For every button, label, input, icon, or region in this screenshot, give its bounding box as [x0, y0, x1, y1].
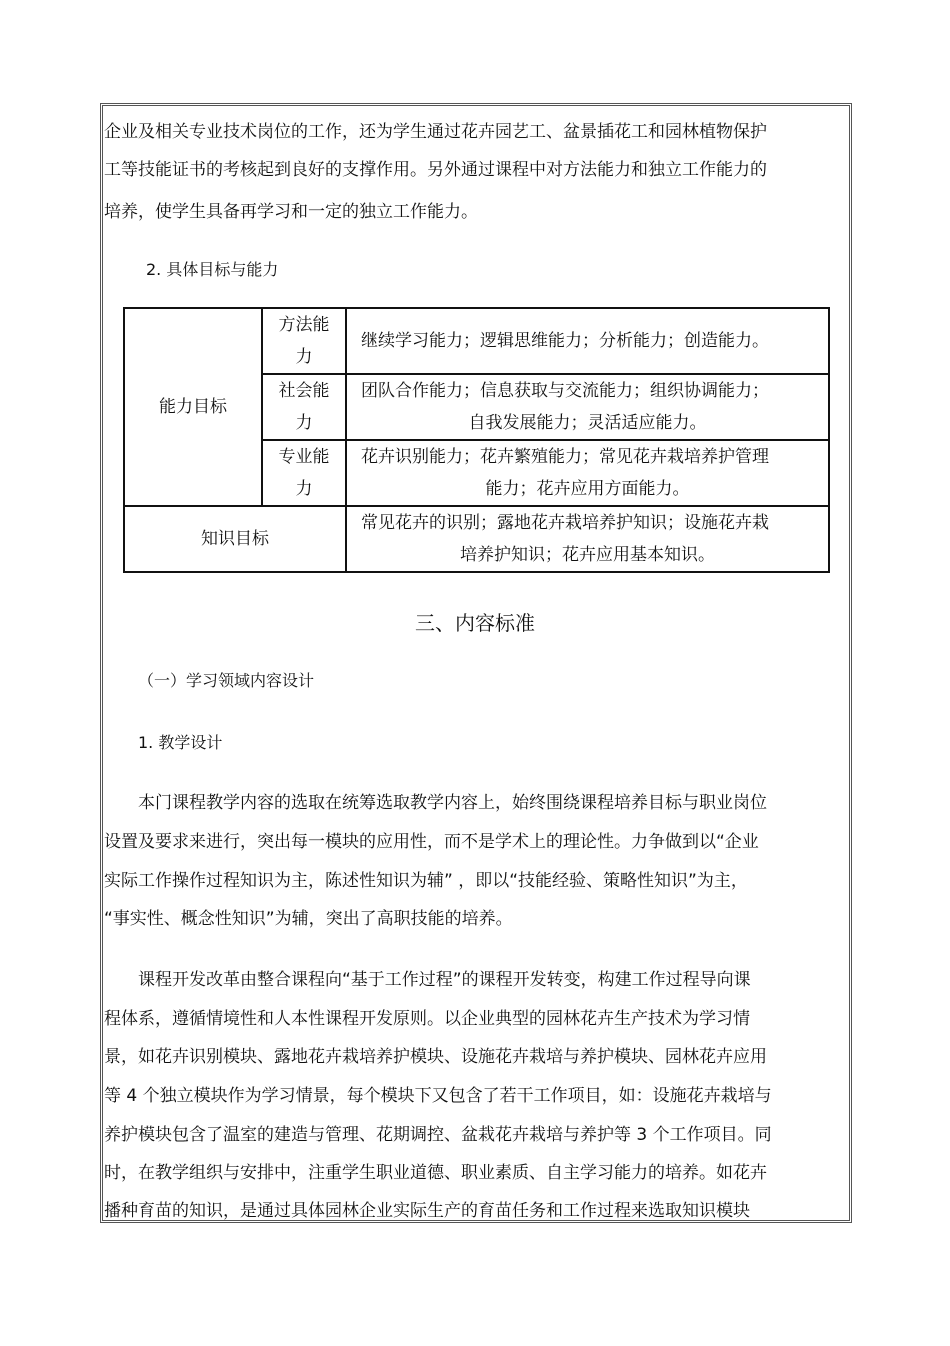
para1-line-1: 本门课程教学内容的选取在统筹选取教学内容上，始终围绕课程培养目标与职业岗位 [138, 793, 767, 813]
para1-line-2: 设置及要求来进行，突出每一模块的应用性，而不是学术上的理论性。力争做到以“企业 [104, 832, 759, 852]
ability-type-method: 方法能 力 [262, 308, 346, 374]
para2-line-6: 时，在教学组织与安排中，注重学生职业道德、职业素质、自主学习能力的培养。如花卉 [104, 1163, 767, 1183]
intro-line-2: 工等技能证书的考核起到良好的支撑作用。另外通过课程中对方法能力和独立工作能力的 [104, 160, 767, 180]
ability-target-cell: 能力目标 [124, 308, 262, 506]
knowledge-desc: 常见花卉的识别；露地花卉栽培养护知识；设施花卉栽 培养护知识；花卉应用基本知识。 [346, 506, 829, 572]
ability-desc-method: 继续学习能力；逻辑思维能力；分析能力；创造能力。 [346, 308, 829, 374]
para1-line-3: 实际工作操作过程知识为主，陈述性知识为辅” ，即以“技能经验、策略性知识”为主， [104, 871, 748, 891]
ability-type-social: 社会能 力 [262, 374, 346, 440]
teaching-design-heading: 1. 教学设计 [138, 733, 223, 752]
para2-line-3: 景，如花卉识别模块、露地花卉栽培养护模块、设施花卉栽培与养护模块、园林花卉应用 [104, 1047, 767, 1067]
subsection-heading: （一）学习领域内容设计 [138, 671, 315, 690]
knowledge-target-cell: 知识目标 [124, 506, 346, 572]
section-title: 三、内容标准 [415, 611, 535, 635]
ability-table [123, 307, 830, 573]
ability-desc-professional: 花卉识别能力；花卉繁殖能力；常见花卉栽培养护管理 能力；花卉应用方面能力。 [346, 440, 829, 506]
para2-line-5: 养护模块包含了温室的建造与管理、花期调控、盆栽花卉栽培与养护等 3 个工作项目。同 [104, 1125, 772, 1145]
ability-desc-social: 团队合作能力；信息获取与交流能力；组织协调能力； 自我发展能力；灵活适应能力。 [346, 374, 829, 440]
intro-line-1: 企业及相关专业技术岗位的工作，还为学生通过花卉园艺工、盆景插花工和园林植物保护 [104, 122, 767, 142]
ability-type-professional: 专业能 力 [262, 440, 346, 506]
intro-line-3: 培养，使学生具备再学习和一定的独立工作能力。 [104, 202, 478, 222]
subheading-goals: 2. 具体目标与能力 [146, 260, 279, 279]
para2-line-7: 播种育苗的知识，是通过具体园林企业实际生产的育苗任务和工作过程来选取知识模块 [104, 1201, 750, 1221]
para2-line-1: 课程开发改革由整合课程向“基于工作过程”的课程开发转变，构建工作过程导向课 [138, 970, 751, 990]
para2-line-4: 等 4 个独立模块作为学习情景，每个模块下又包含了若干工作项目，如：设施花卉栽培与 [104, 1086, 772, 1106]
para2-line-2: 程体系，遵循情境性和人本性课程开发原则。以企业典型的园林花卉生产技术为学习情 [104, 1009, 750, 1029]
para1-line-4: “事实性、概念性知识”为辅，突出了高职技能的培养。 [104, 909, 513, 929]
